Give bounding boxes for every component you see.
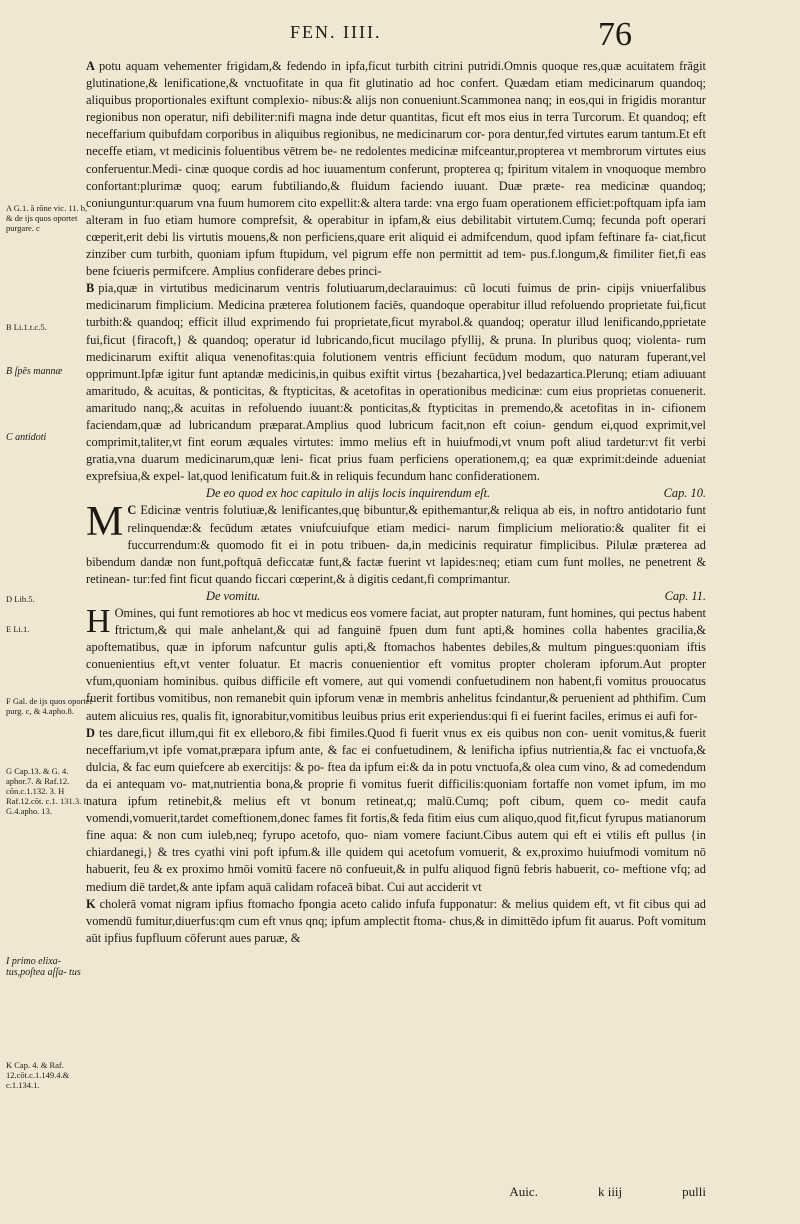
paragraph-1-text: potu aquam vehementer frigidam,& fedendo in ipfa,ficut turbith citrini putridi.Omnis quoque res,quæ acuitatem frãgit glutinatione,& lenificatione,& vnctuofitate in qua fit glutinatio ad hoc confert. Quædam etiam medicinarum quandoq; aliquibus proportionales exiftunt complexio- nibus:& alijs non conueniunt.Scammonea nanq; in eos,qui in frigidis morantur regionibus non operatur, nifi debiliter:nifi magna inde detur quantitas, ficut eft mos eius in terra Turcorum. Et quandoq; eft neceffarium quibufdam corporibus in aliquibus regionibus, ne medicinarum cor- pora dentur,fed virtutes earum tantum.Et eft neceffe etiam, vt medicinis foluentibus vētrem be- ne redolentes medicinæ mifceantur,propterea vt membrorum virtutes eius conferuentur.Medi- cinæ quoque cordis ad hoc iuuamentum conferunt, propterea q; fpiritum vitalem in vnoquoque membro confortant:plurimæ quoq; earum fubtiliando,& fluidum faciendo iuuant. Duæ præte- rea medicinæ quandoq; coniunguntur:quarum vna fuum humorem cito expellit:& altera tarde: vna ergo fuam operationem efficiet:poftquam ipfa iam alteram in fuo etiam humore comprefsit, & operabitur in ipfam,& eius debilitabit virtutem.Cumq; fecunda poft operari cœperit,erit debi lis virtutis mouens,& non perficiens,quare erit aliquid ei admifcendum, quod ipfam feftinare fa- ciat,ficut zinziber cum turbith, quoniam ipfum ftupidum, vel pigrum effe non permittit ad tem- pus.f.longum,& fimiliter fiet,fi eas bene fciueris permifcere. Amplius confiderare debes princi- xyxy=(86,59,706,279)
section-letter-d: D xyxy=(86,725,95,740)
margin-note-e: E Li.1. xyxy=(6,624,30,634)
chapter-title-10: De eo quod ex hoc capitulo in alijs locis inquirendum eſt. xyxy=(206,486,491,501)
paragraph-6-text: cholerā vomat nigram ipfius ftomacho fpongia aceto calido infufa fupponatur: & melius quidem eft, vt fit cibus qui ad vomendū fumitur,diuerfus:qm cum eft vnus qnq; ipfum amplectit ftoma- chus,& in dimittēdo ipfum fit auarus. Poft vomitum aūt ipfius fupfluum cōferunt aues paruæ, & xyxy=(86,896,706,945)
paragraph-6 xyxy=(86,896,706,947)
paragraph-3 xyxy=(86,499,706,587)
margin-note-i: I primo elixa- tus,poſtea aſſa- tus xyxy=(6,956,81,978)
drop-cap-h: H xyxy=(86,603,111,640)
section-letter-a: A xyxy=(86,59,95,73)
paragraph-4-text: Omines, qui funt remotiores ab hoc vt medicus eos vomere faciat, aut propter naturam, funt homines, qui pectus habent ftrictum,& qui male anhelant,& qui ad fanguinē fpuen dum funt apti,& homines colla habentes gracilia,& apoftematibus, quæ in ipforum nafcuntur gulis apti,& ftomachos habentes debiles,& multum pingues:quoniam iftis conuenientius eft,vt venter foluatur. Et macris conuenientior eft vomitus propter choleram ipforum.Aut propter vfum,quoniam hominibus. quibus difficile eft vomere, aut qui vomendi confuetudinem non habent,fi vomitus prouocatus fuerit fortibus vomitibus, non remanebit quin ipforum venæ in membris anhelitus fcindantur,& peruenient ad phthifim. Cum autem alicuius res, qualis fit, ignorabitur,vomitibus leuibus prius erit experiendus:qui fi ei fuerint faciles, erimus ei aufi for- xyxy=(86,606,706,723)
paragraph-2-text: pia,quæ in virtutibus medicinarum ventris folutiuarum,declarauimus: cũ locuti fuimus de prin- cipijs vniuerfalibus medicinarum fimplicium. Medicina præterea folutionem faciēs, quandoque operabitur illud refoluendo proprietate fui,ficut turbith:& quandoq; efficit illud exprimendo fui proprietate,ficut myrabol.& quandoq; operatur illud lenificando,pprietate fui,ficut {firacoft,} & quandoq; operatur id lubricando,ficut mucilago pfyllij, & pruna. In pluribus quoq; violenta- rum medicinarum exiftit aliqua venenofitas:quia folutionem ventris efficiunt fecūdum modum, quo naturam fuperant,vel opprimunt.Ipfæ igitur funt aptandæ medicinis,in quibus exiftit virtus {bezahartica,}vel bedazartica.Plerunq; etiam adiuuant amaritudo, & acuitas, & ponticitas, & ftypticitas, & acetofitas in operationibus medicinæ: cum eius proprietas conuenerit. amaritudo nanq;,& acuitas in refoluendo iuuant:& ponticitas,& ftypticitas in premendo,& acetofitas in in- cifionem faciendam,quæ ad lubricandum præparat.Amplius quod lubricum facit,non eft coiun- gendum ei,quod exprimit,vel comprimit,taliter,vt fint eorum æquales virtutes: immo melius eft in huiufmodi,vt vnum poft aliud tardetur:vt fit verbi gratia,vna duarum medicinarum,quæ leni- ficat prius fuam perficiens operationem,q; ea quæ exprimit:deinde adueniat exprefsiua,& expel- lat,quod lenificatum fuit.& in reliquis fecundum hanc confiderationem. xyxy=(86,281,706,484)
paragraph-4 xyxy=(86,605,706,725)
chapter-title-11: De vomitu. xyxy=(206,588,261,603)
drop-cap-m: M xyxy=(86,499,124,546)
section-letter-c: C xyxy=(127,503,137,518)
paragraph-1 xyxy=(86,58,706,280)
page-footer xyxy=(86,1184,706,1200)
margin-note-b: B Li.1.t.c.5. xyxy=(6,322,47,332)
section-letter-b: B xyxy=(86,281,95,296)
margin-note-f: F Gal. de ijs quos oportet purg. c, & 4.apho.8. xyxy=(6,696,92,716)
margin-note-b2: B ſpēs mannæ xyxy=(6,366,63,377)
signature-mark: k iiij xyxy=(597,1184,623,1199)
catchword-auic: Auic. xyxy=(509,1184,538,1199)
paragraph-3-text: Edicinæ ventris folutiuæ,& lenificantes,quę bibuntur,& epithemantur,& reliqua ab eis, in noftro antidotario funt relinquendæ:& fecūdum ætates vniufcuiufque etiam medici- narum fimplicium melioratio:& qualiter fit ei fuccurrendum:& quomodo fit ei in potu tribuen- da,in medicinis requiratur fimplicibus. Pilulæ præterea ad bibendum dandæ non funt,poftquā deficcatæ funt,& factæ fuerint vt lapides:neq; etiam cum funt molles, ne penetrent & retinean- tur:fed fint ficut quando ficcari cœperint,& à digitis cedant,fi comprimantur. xyxy=(86,503,706,586)
chapter-number-11: Cap. 11. xyxy=(664,588,706,603)
paragraph-5 xyxy=(86,725,706,896)
main-text xyxy=(86,58,706,947)
section-letter-k: K xyxy=(86,896,96,911)
chapter-heading-11 xyxy=(86,588,706,605)
folio-number: 76 xyxy=(598,16,632,53)
margin-note-k: K Cap. 4. & Raf. 12.cōt.c.1.149.4.& c.1.134.1. xyxy=(6,1060,70,1090)
paragraph-2 xyxy=(86,280,706,485)
margin-note-a: A G.1. ā rōne vic. 11. b, & de ijs quos oportet purgare. c xyxy=(6,203,88,233)
margin-note-d: D Lib.5. xyxy=(6,594,35,604)
margin-note-c: C antidoti xyxy=(6,432,47,443)
paragraph-5-text: tes dare,ficut illum,qui fit ex elleboro,& fibi fimiles.Quod fi fuerit vnus ex eis quibus non con- uenit vomitus,& fuerit neceffarium,vt ipfe vomat,præpara ipfum ante, & fac ei confuetudinem, & lenificha ipfius nutrientia,& fac ei vnctuofa,& dulcia, & fac eum quiefcere ab exercitijs: & po- ftea da ipfum ei:& da in potu vnctuofa,& olea cum vino, & ad comedendum da ei antequam vo- mat,nutrientia bona,& proprie fi vomitus fuerit difficilis:quoniam fortaffe non vomet ipfum, im mo natura ipfum retinebit,& melius eft vt bonum retineat,q; malū.Cumq; poft cibum, quem co- medit caufa vomendi,vomuerit,tardet comeftionem,donec fames fit fortis,& feda fitim eius cum aliquo,quod fit,ficut fyrupus matianorum fine aqua: & non cum iuleb,neq; fyrupo acetofo, quo- niam vomere faciunt.Cibus autem qui eft ei vtilis eft pullus {in chiardanegi,} & tres cyathi vini poft ipfum.& ille quidem qui acetofum vomuerit, & ex,proximo huiufmodi vomitum nō habuerit, feu & ex proximo hmōi vomitū facere nō confueuit,& in pulfu aliquod fignū febris habuerit, co- meftione vfq; ad medium diē tardet,& ante ipfam aquā calidam rofaceā bibat. Cui aut acciderit vt xyxy=(86,725,706,894)
margin-note-g: G Cap.13. & G. 4. aphor.7. & Raf.12. cōn.c.1.132. 3. H Raf.12.cōt. c.1. 131.3. I G.4.apho. 13. xyxy=(6,766,87,816)
chapter-heading-10 xyxy=(86,485,706,502)
catchword-pulli: pulli xyxy=(682,1184,706,1199)
running-head: FEN. IIII. xyxy=(290,22,382,42)
chapter-number-10: Cap. 10. xyxy=(663,486,706,501)
